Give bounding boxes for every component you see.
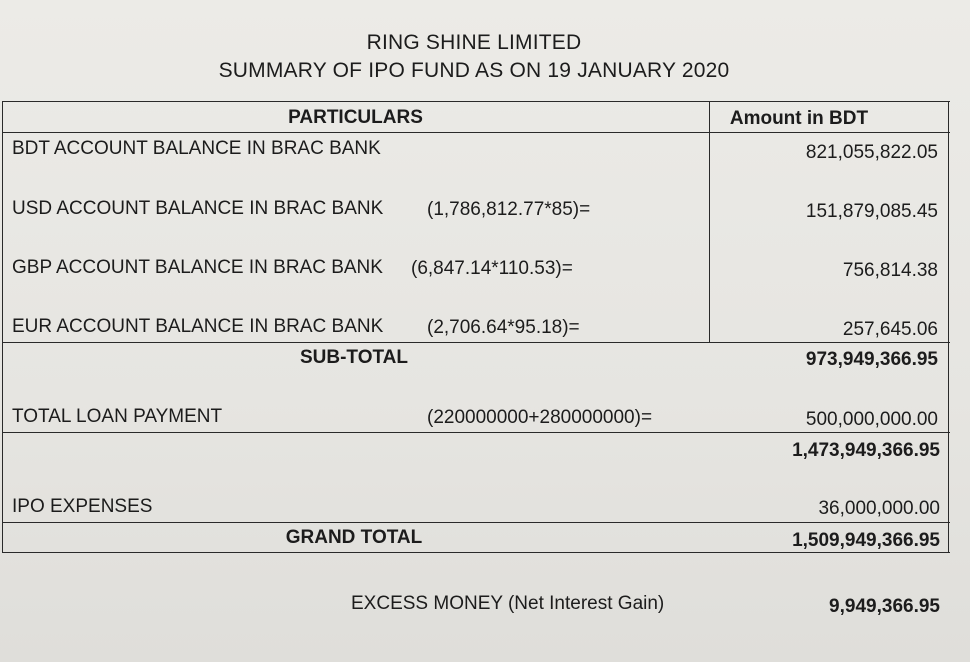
table-top-border <box>2 101 950 102</box>
ipo-expenses-amount: 36,000,000.00 <box>818 498 940 519</box>
column-header-particulars: PARTICULARS <box>288 107 423 128</box>
loan-bottom-border <box>2 432 950 433</box>
header-bottom-border <box>2 132 950 133</box>
subtotal-top-border <box>2 342 950 343</box>
loan-formula: (220000000+280000000)= <box>427 407 653 428</box>
company-name: RING SHINE LIMITED <box>366 31 582 54</box>
row-bdt-label: BDT ACCOUNT BALANCE IN BRAC BANK <box>12 138 381 159</box>
table-left-border <box>2 101 3 553</box>
ipo-expenses-label: IPO EXPENSES <box>12 496 153 517</box>
excess-money-label: EXCESS MONEY (Net Interest Gain) <box>351 593 665 614</box>
row-gbp-formula: (6,847.14*110.53)= <box>411 258 573 279</box>
row-usd-amount: 151,879,085.45 <box>805 201 938 222</box>
loan-amount: 500,000,000.00 <box>805 409 938 430</box>
row-usd-label: USD ACCOUNT BALANCE IN BRAC BANK <box>12 198 384 219</box>
running-total-amount: 1,473,949,366.95 <box>792 440 940 461</box>
grand-total-top-border <box>2 522 950 523</box>
subtotal-amount: 973,949,366.95 <box>805 349 938 370</box>
grand-total-label: GRAND TOTAL <box>285 527 423 548</box>
column-divider <box>709 101 710 343</box>
row-gbp-label: GBP ACCOUNT BALANCE IN BRAC BANK <box>12 257 383 278</box>
row-usd-formula: (1,786,812.77*85)= <box>427 199 591 220</box>
loan-label: TOTAL LOAN PAYMENT <box>12 406 223 427</box>
column-header-amount: Amount in BDT <box>729 108 869 129</box>
row-bdt-amount: 821,055,822.05 <box>805 142 938 163</box>
table-right-border <box>948 101 949 553</box>
subtotal-label: SUB-TOTAL <box>299 347 408 368</box>
row-eur-amount: 257,645.06 <box>842 319 938 340</box>
row-gbp-amount: 756,814.38 <box>842 260 938 281</box>
row-eur-formula: (2,706.64*95.18)= <box>427 317 580 338</box>
excess-money-amount: 9,949,366.95 <box>829 596 940 617</box>
grand-total-amount: 1,509,949,366.95 <box>792 530 940 551</box>
document-title: SUMMARY OF IPO FUND AS ON 19 JANUARY 2020 <box>218 59 730 82</box>
row-eur-label: EUR ACCOUNT BALANCE IN BRAC BANK <box>12 316 384 337</box>
table-bottom-border <box>2 552 950 553</box>
